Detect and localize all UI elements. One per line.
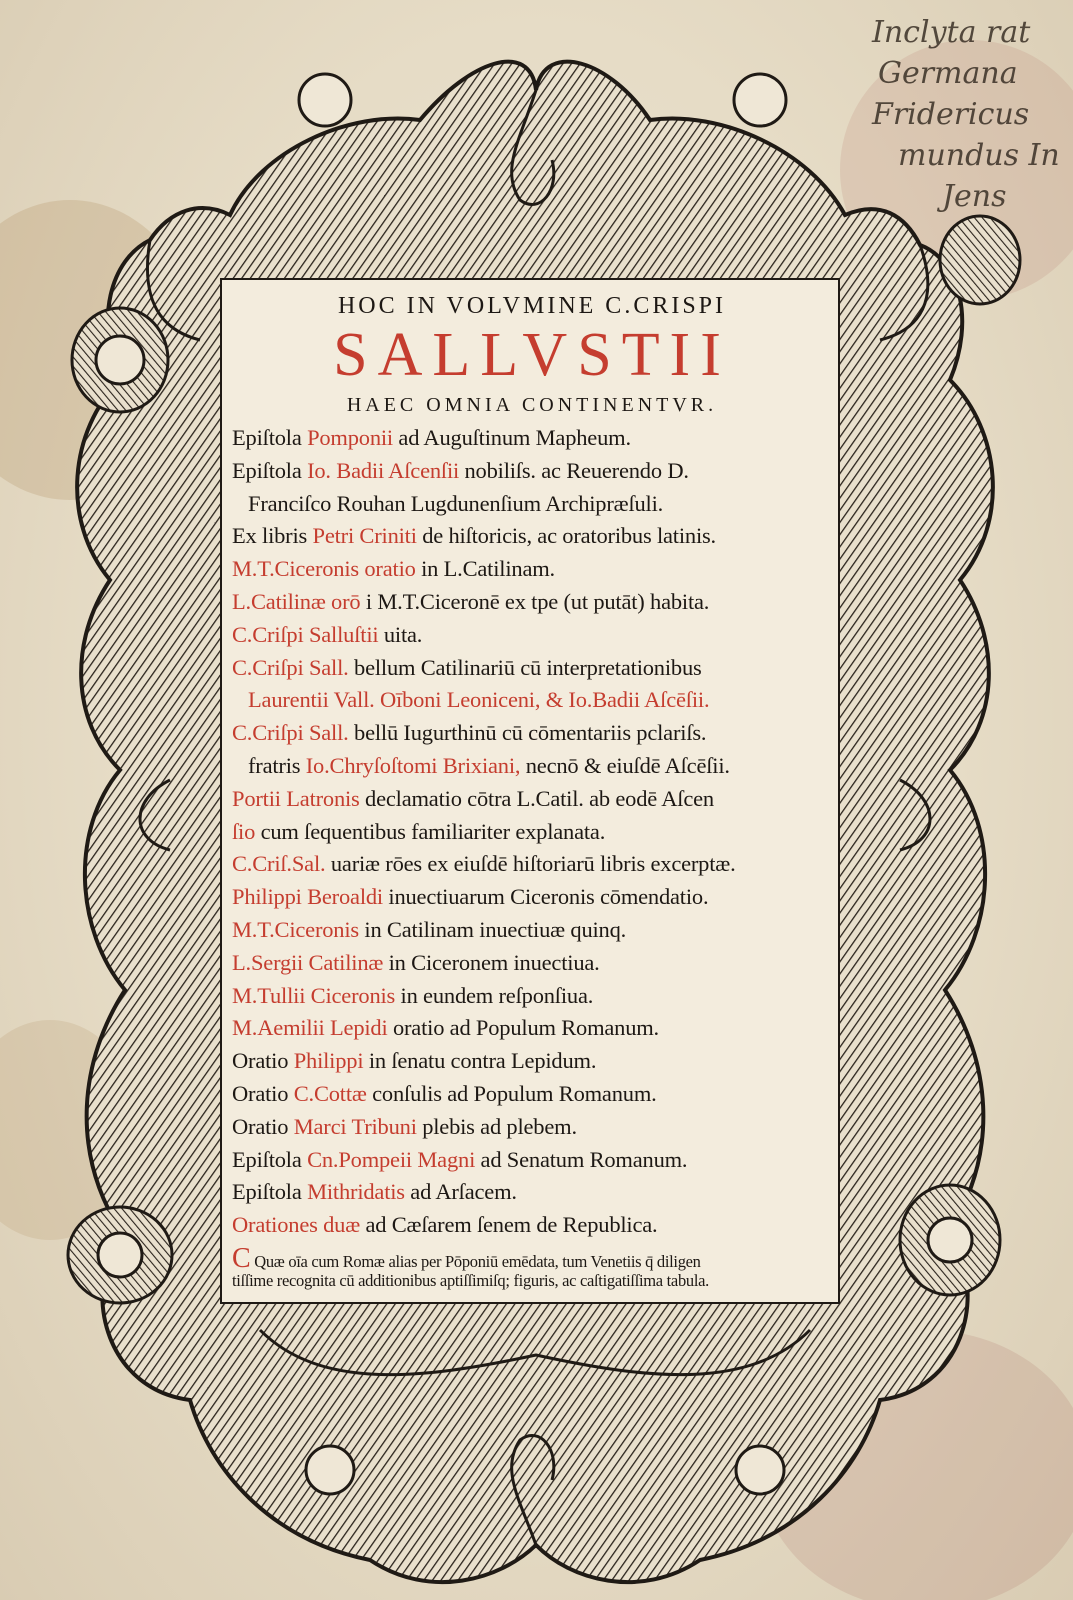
entry-prefix: Epiſtola [232,457,308,483]
rubric-name: ſio [232,818,256,844]
contents-entry [232,652,832,685]
entry-prefix: Epiſtola [232,1146,308,1172]
contents-entry [232,1078,832,1111]
rubric-name: Cn.Pompeii Magni [307,1146,476,1172]
contents-list [232,422,832,1242]
contents-entry [232,717,832,750]
rubric-name: M.T.Ciceronis oratio [232,556,416,582]
rubric-name: M.Aemilii Lepidi [232,1015,388,1041]
entry-text: de hiſtoricis, ac oratoribus latinis. [416,523,716,549]
rubric-name: Io.Chryſoſtomi Brixiani, [305,752,521,778]
contents-entry [232,553,832,586]
entry-text: inuectiuarum Ciceronis cōmendatio. [382,884,709,910]
handwriting-line: Fridericus [872,97,1030,132]
rubric-name: Philippi Beroaldi [232,884,383,910]
entry-text: uita. [378,621,423,647]
entry-prefix: fratris [248,752,306,778]
handwriting-line: Inclyta rat [872,15,1031,50]
entry-text: necnō & eiuſdē Aſcēſii. [520,752,730,778]
contents-entry [232,914,832,947]
rubric-name: L.Catilinæ orō [232,588,361,614]
entry-text: ad Auguſtinum Mapheum. [392,425,631,450]
entry-text: in L.Catilinam. [415,556,555,582]
entry-prefix: Oratio [232,1080,294,1106]
entry-prefix: Oratio [232,1113,294,1139]
entry-text: conſulis ad Populum Romanum. [366,1080,657,1106]
entry-text: ad Senatum Romanum. [475,1146,688,1172]
rubric-name: C.Criſpi Sall. [232,654,349,680]
contents-entry [232,1012,832,1045]
contents-entry [232,881,832,914]
rubric-name: C.Cottæ [293,1080,367,1106]
rubric-name: Portii Latronis [232,785,360,811]
handwriting-line: mundus In [898,138,1060,173]
note-line-2: tiſſime recognita cū additionibus aptiſſimiſq; figuris, ac caſtigatiſſima tabula. [232,1270,709,1290]
contents-entry [232,1111,832,1144]
title-line-1: HOC IN VOLVMINE C.CRISPI [337,293,727,319]
rubric-name: C.Criſpi Sall. [232,720,349,746]
entry-text: in Catilinam inuectiuæ quinq. [358,916,627,942]
contents-entry [232,1144,832,1177]
rubric-name: M.Tullii Ciceronis [232,982,396,1008]
handwritten-annotation [872,12,1072,217]
entry-prefix: Oratio [232,1048,294,1074]
handwriting-line: Jens [942,179,1007,214]
entry-text: declamatio cōtra L.Catil. ab eodē Aſcen [359,785,714,811]
rubric-name: Orationes duæ [232,1212,361,1238]
author-name: SALLVSTII [333,321,731,389]
contents-entry [232,816,832,849]
entry-text: ad Cæſarem ſenem de Republica. [360,1212,658,1238]
contents-entry [232,1209,832,1242]
contents-entry [232,455,832,488]
entry-prefix: Epiſtola [232,1179,308,1205]
rubric-name: Petri Criniti [312,523,417,549]
contents-entry [232,980,832,1013]
entry-text: oratio ad Populum Romanum. [387,1015,659,1041]
contents-entry [232,1176,832,1209]
contents-entry [232,684,832,717]
rubric-name: Laurentii Vall. Oīboni Leoniceni, & Io.Badii Aſcēſii. [248,687,710,713]
rubric-name: C.Criſ.Sal. [232,851,326,877]
entry-text: plebis ad plebem. [416,1113,577,1139]
contents-entry [232,488,832,521]
entry-text: bellū Iugurthinū cū cōmentariis pclariſs. [348,720,707,746]
colophon-note [232,1242,832,1292]
handwriting-line: Germana [878,56,1018,91]
entry-prefix: Ex libris [232,523,313,549]
entry-text: bellum Catilinariū cū interpretationibus [348,654,702,680]
rubric-name: Marci Tribuni [293,1113,417,1139]
rubric-name: Io. Badii Aſcenſii [307,457,460,483]
entry-text: in ſenatu contra Lepidum. [363,1048,597,1074]
contents-entry [232,520,832,553]
rubric-name: C.Criſpi Salluſtii [232,621,379,647]
rubric-name: Mithridatis [307,1179,405,1205]
rubric-name: M.T.Ciceronis [232,916,359,942]
title-block [232,290,832,1292]
entry-text: ad Arſacem. [404,1179,517,1205]
note-line-1: Quæ oīa cum Romæ alias per Pōponiū emēdata, tum Venetiis q̄ diligen [254,1251,701,1271]
contents-entry [232,750,832,783]
rubric-name: Philippi [293,1048,364,1074]
contents-entry [232,848,832,881]
contents-entry [232,947,832,980]
rubric-name: L.Sergii Catilinæ [232,949,384,975]
entry-text: in eundem reſponſiua. [395,982,594,1008]
contents-entry [232,783,832,816]
entry-text: cum ſequentibus familiariter explanata. [255,818,606,844]
contents-entry [232,619,832,652]
title-line-3: HAEC OMNIA CONTINENTVR. [346,394,718,416]
contents-entry [232,1045,832,1078]
entry-text: Franciſco Rouhan Lugdunenſium Archipræſuli. [248,490,664,516]
entry-text: in Ciceronem inuectiua. [383,949,600,975]
entry-text: nobiliſs. ac Reuerendo D. [459,457,689,483]
entry-text: uariæ rōes ex eiuſdē hiſtoriarū libris excerptæ. [325,851,736,877]
contents-entry [232,422,832,455]
rubric-name: Pomponii [307,425,393,450]
entry-text: i M.T.Ciceronē ex tpe (ut putāt) habita. [360,588,710,614]
contents-entry [232,586,832,619]
entry-prefix: Epiſtola [232,425,308,450]
paragraph-mark: C [232,1242,251,1274]
